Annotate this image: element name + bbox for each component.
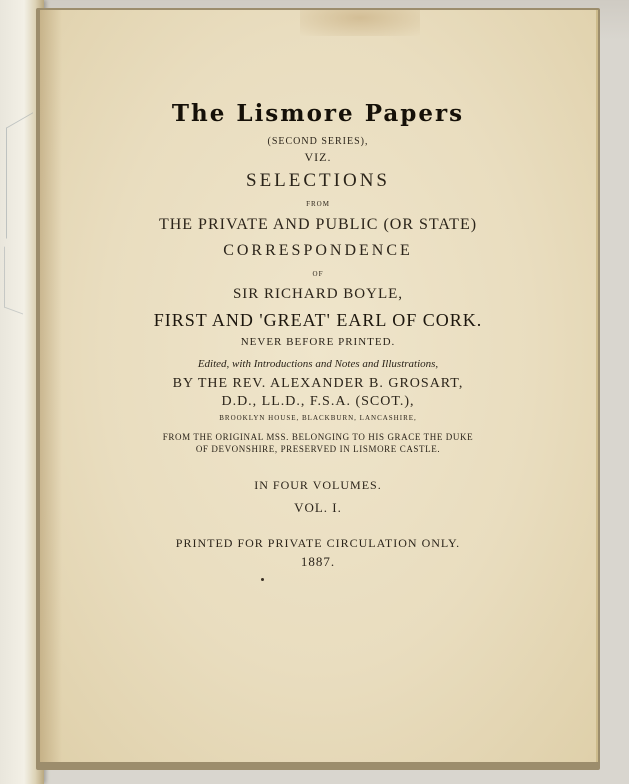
private-public-line: THE PRIVATE AND PUBLIC (OR STATE) (158, 216, 478, 233)
address-line: BROOKLYN HOUSE, BLACKBURN, LANCASHIRE, (219, 414, 417, 422)
volumes-line: IN FOUR VOLUMES. (254, 478, 382, 492)
printer-dot (261, 578, 264, 581)
book-title: The Lismore Papers (171, 100, 465, 127)
earl-line: FIRST AND 'GREAT' EARL OF CORK. (153, 310, 483, 330)
correspondence-heading: CORRESPONDENCE (223, 242, 413, 259)
never-printed-line: NEVER BEFORE PRINTED. (240, 336, 396, 348)
edited-line: Edited, with Introductions and Notes and Illustrations, (197, 358, 439, 370)
year-line: 1887. (300, 554, 336, 569)
author-name: SIR RICHARD BOYLE, (232, 286, 404, 302)
pencil-mark (4, 247, 23, 315)
degrees-line: D.D., LL.D., F.S.A. (SCOT.), (221, 394, 415, 409)
volume-number: VOL. I. (294, 500, 342, 515)
series-line: (SECOND SERIES), (267, 136, 369, 147)
page-stain (300, 10, 420, 36)
circulation-line: PRINTED FOR PRIVATE CIRCULATION ONLY. (175, 536, 461, 550)
selections-heading: SELECTIONS (246, 170, 390, 191)
of-line: OF (312, 270, 324, 278)
source-line-1: FROM THE ORIGINAL MSS. BELONGING TO HIS GRACE THE DUKE (162, 432, 474, 442)
from-line: FROM (306, 200, 330, 208)
viz-line: VIZ. (304, 150, 332, 164)
source-line-2: OF DEVONSHIRE, PRESERVED IN LISMORE CASTLE. (195, 444, 441, 454)
pencil-mark (6, 112, 33, 239)
editor-line: BY THE REV. ALEXANDER B. GROSART, (172, 376, 464, 391)
